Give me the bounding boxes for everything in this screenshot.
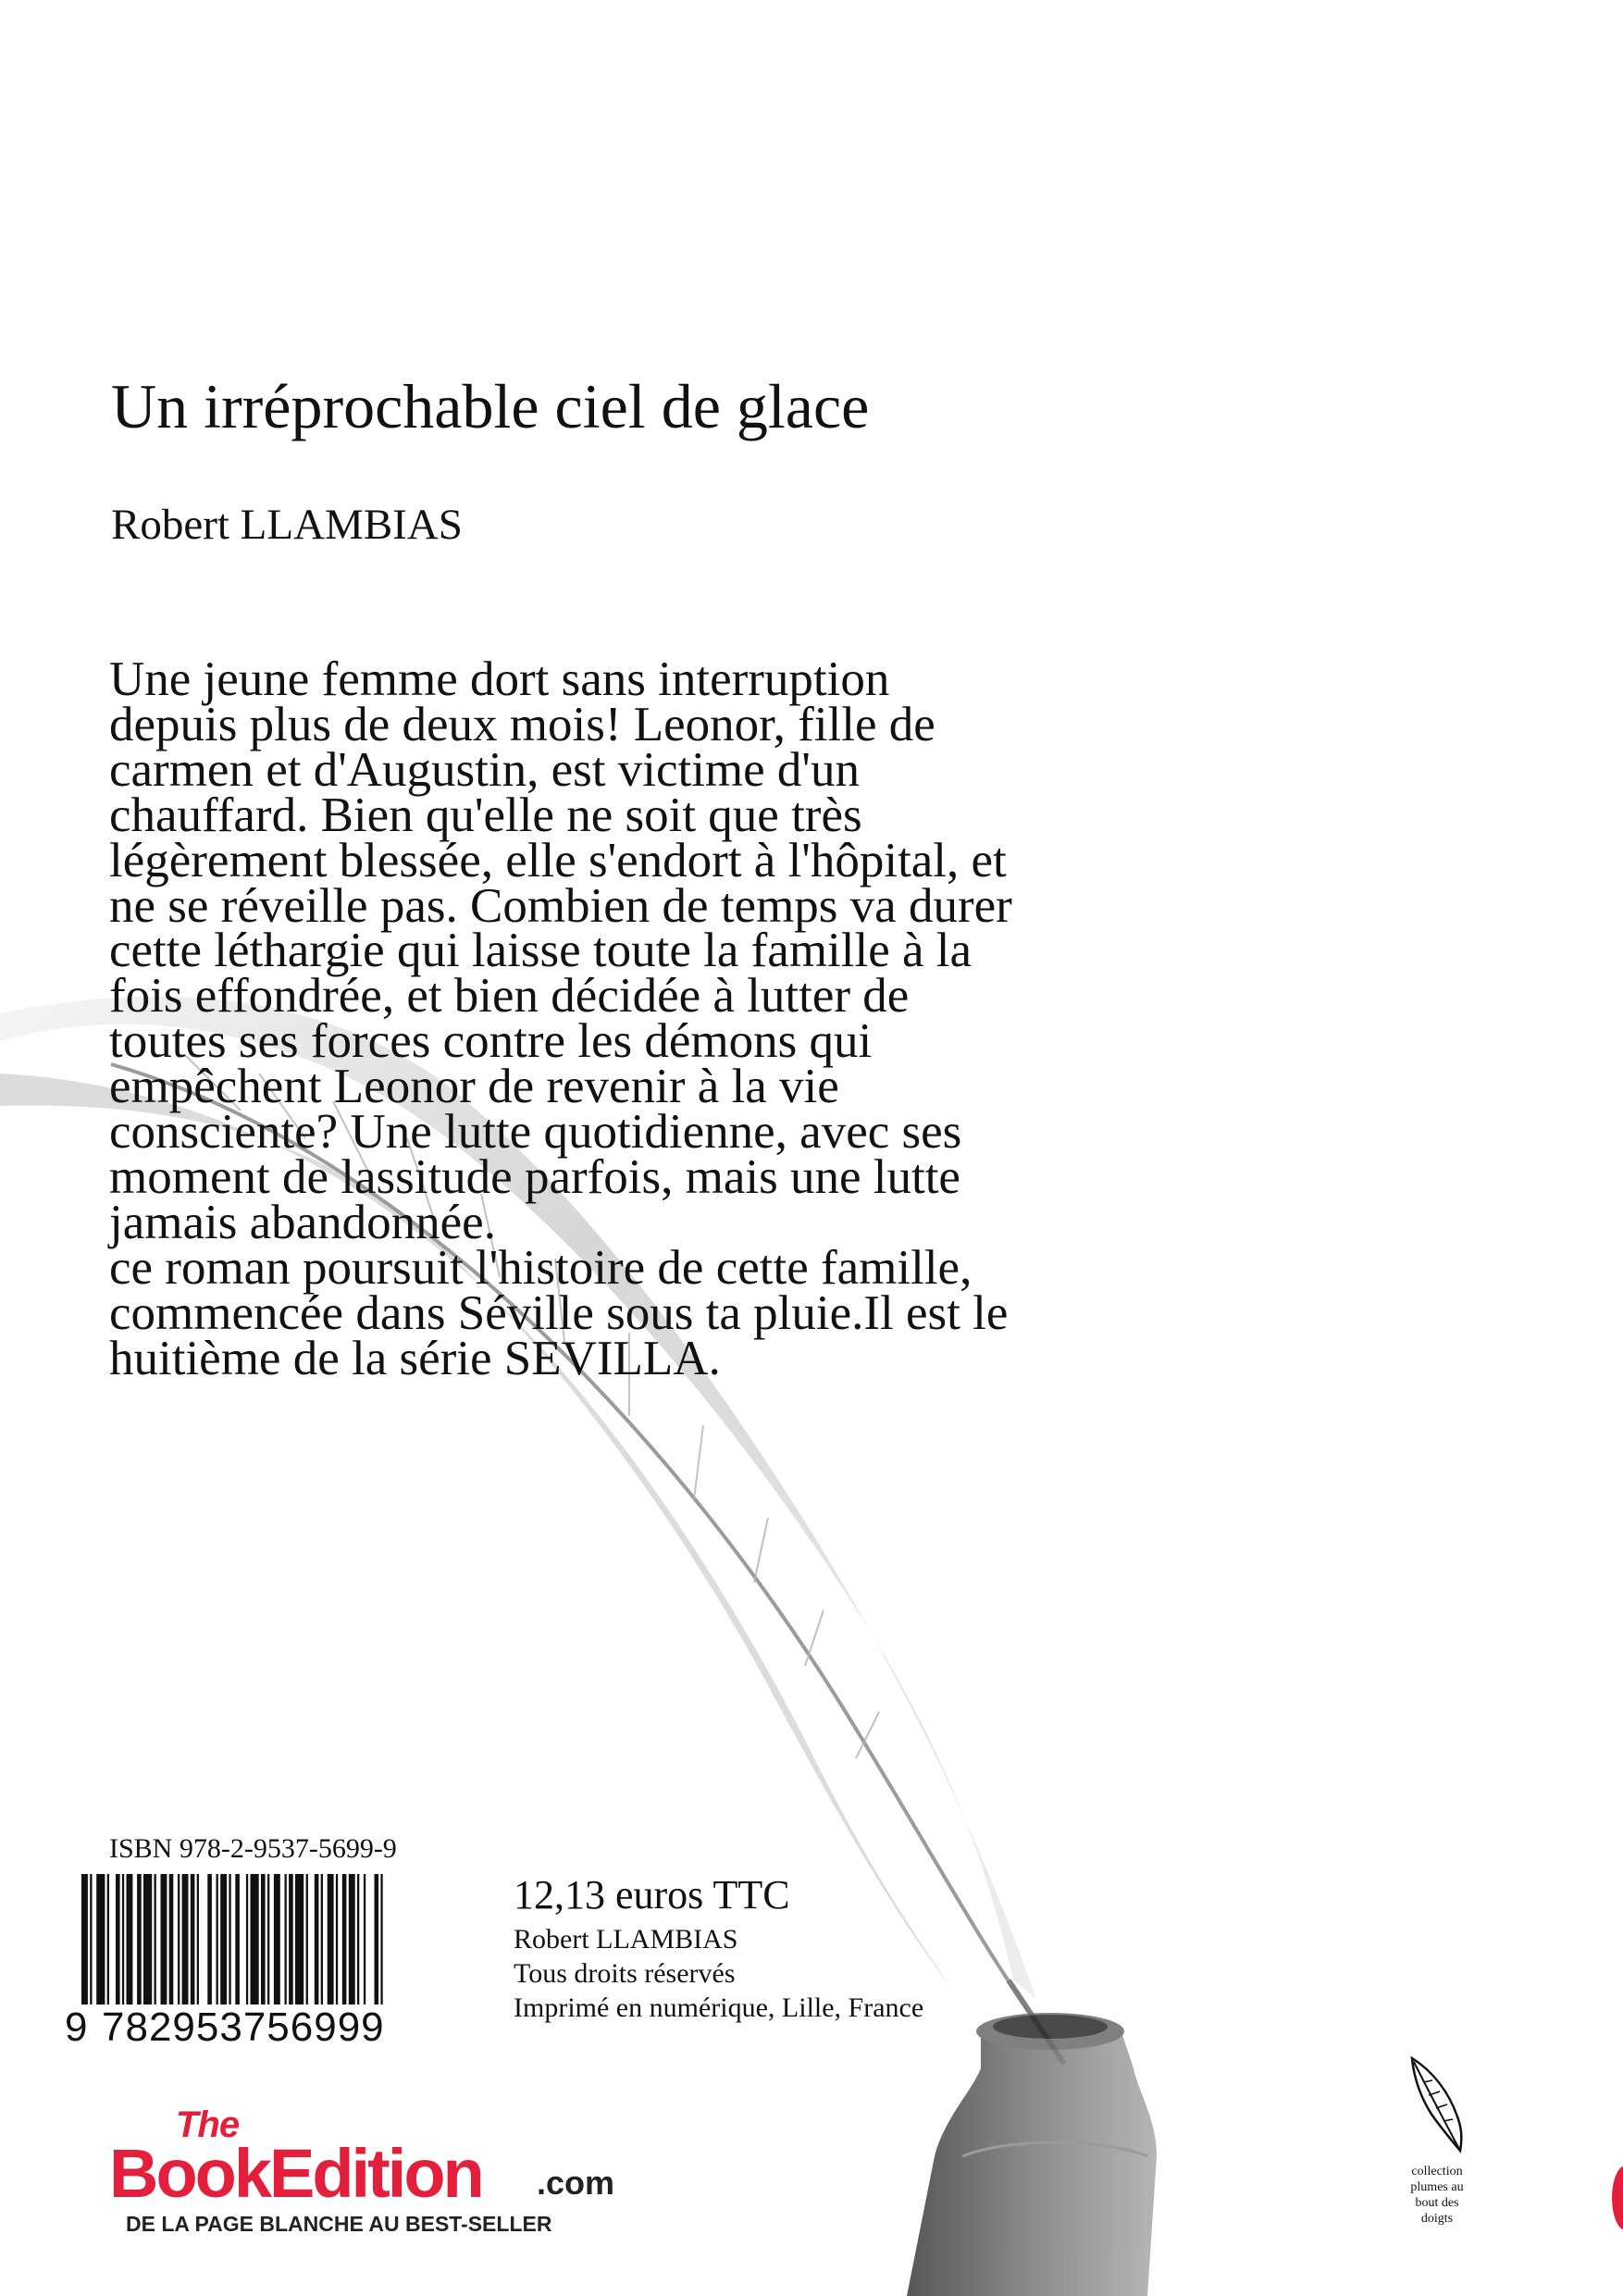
blurb-line: commencée dans Séville sous ta pluie.Il est le [109, 1285, 1009, 1340]
publisher-logo [109, 2101, 664, 2240]
collection-line: plumes au [1410, 2180, 1464, 2194]
publication-author: Robert LLAMBIAS [514, 1924, 738, 1955]
blurb-line: fois effondrée, et bien décidée à lutter de [109, 969, 910, 1024]
blurb-line: carmen et d'Augustin, est victime d'un [109, 742, 860, 797]
blurb-line: ce roman poursuit l'histoire de cette famille, [109, 1240, 973, 1295]
blurb-paragraph [109, 652, 1294, 1385]
blurb-line: jamais abandonnée. [109, 1195, 496, 1249]
publisher-logo-domain: .com [537, 2164, 615, 2202]
publisher-tagline: DE LA PAGE BLANCHE AU BEST-SELLER [126, 2212, 552, 2236]
collection-line: collection [1411, 2165, 1463, 2178]
collection-name [1377, 2164, 1497, 2227]
blurb-line: Une jeune femme dort sans interruption [109, 652, 890, 706]
barcode-lead-digit: 9 [65, 2004, 102, 2051]
book-title: Un irréprochable ciel de glace [111, 371, 870, 441]
blurb-line: depuis plus de deux mois! Leonor, fille de [109, 697, 935, 751]
barcode-number: 782953756999 [102, 2004, 385, 2050]
blurb-line: cette léthargie qui laisse toute la famille à la [109, 924, 973, 978]
print-location: Imprimé en numérique, Lille, France [514, 1992, 924, 2023]
rights-notice: Tous droits réservés [514, 1958, 736, 1989]
isbn-label: ISBN 978-2-9537-5699-9 [109, 1833, 397, 1864]
collection-badge [1377, 2054, 1497, 2227]
publisher-logo-the: The [176, 2104, 240, 2145]
blurb-line: moment de lassitude parfois, mais une lutte [109, 1149, 960, 1204]
blurb-line: empêchent Leonor de revenir à la vie [109, 1060, 839, 1114]
collection-line: doigts [1420, 2212, 1454, 2226]
blurb-line: consciente? Une lutte quotidienne, avec ses [109, 1105, 962, 1160]
publisher-logo-name: BookEdition [109, 2135, 482, 2212]
book-author: Robert LLAMBIAS [111, 501, 463, 549]
quill-feather-icon [1405, 2054, 1469, 2156]
collection-line: bout des [1415, 2196, 1459, 2210]
blurb-line: légèrement blessée, elle s'endort à l'hôpital, et [109, 833, 1007, 887]
blurb-line: chauffard. Bien qu'elle ne soit que très [109, 788, 862, 842]
barcode-digits [65, 2004, 453, 2051]
blurb-line: toutes ses forces contre les démons qui [109, 1014, 873, 1069]
price: 12,13 euros TTC [514, 1872, 790, 1917]
blurb-line: ne se réveille pas. Combien de temps va durer [109, 878, 1012, 933]
publication-info [514, 1922, 923, 2025]
blurb-line: huitième de la série SEVILLA. [109, 1331, 721, 1385]
